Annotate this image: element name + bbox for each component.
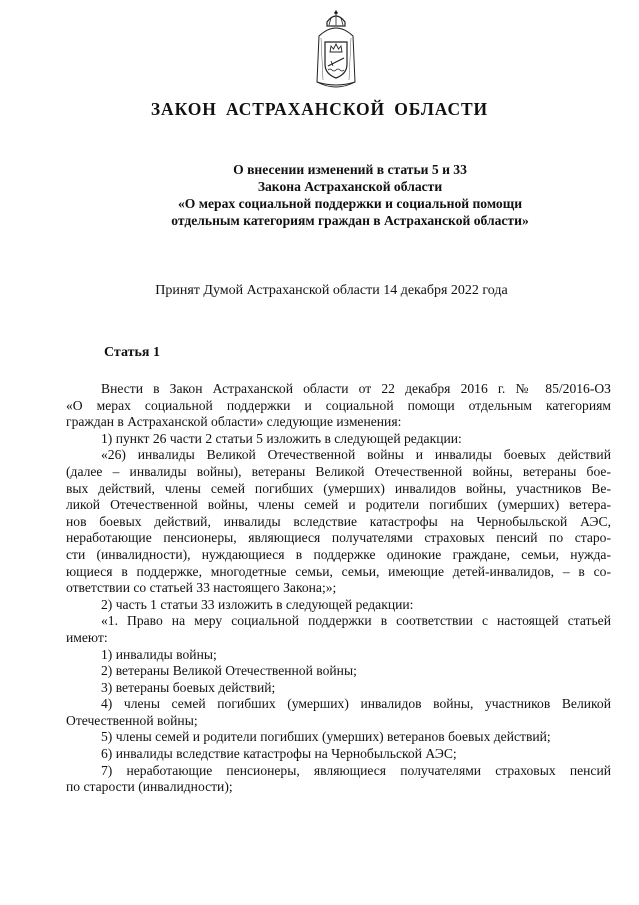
subtitle-line: О внесении изменений в статьи 5 и 33	[233, 162, 467, 177]
body-line: Отечественной войны;	[66, 712, 198, 728]
body-line: 7) неработающие пенсионеры, являющиеся получателями страховых пенсий	[101, 762, 611, 778]
body-line: «О мерах социальной поддержки и социальной помощи отдельным категориям	[66, 397, 611, 413]
body-line: Внести в Закон Астраханской области от 22 декабря 2016 г. № 85/2016-ОЗ	[101, 381, 611, 396]
body-line: имеют:	[66, 629, 108, 645]
body-line: 3) ветераны боевых действий;	[101, 679, 276, 695]
body-line: «1. Право на меру социальной поддержки в соответствии с настоящей статьей	[101, 613, 611, 629]
body-line: 1) инвалиды войны;	[101, 646, 217, 662]
body-line: нов боевых действий, инвалиды вследствие катастрофы на Чернобыльской АЭС,	[66, 513, 611, 529]
body-line: ответствии со статьей 33 настоящего Закона;»;	[66, 580, 337, 596]
article-body	[66, 381, 611, 796]
body-line: 2) ветераны Великой Отечественной войны;	[101, 663, 357, 679]
subtitle-line: Закона Астраханской области	[257, 179, 443, 194]
body-line: 4) члены семей погибших (умерших) инвалидов войны, участников Великой	[101, 696, 611, 712]
body-line: 2) часть 1 статьи 33 изложить в следующей редакции:	[101, 596, 414, 612]
body-line: граждан в Астраханской области» следующие изменения:	[66, 414, 402, 430]
adoption-date-line: Принят Думой Астраханской области 14 декабря 2022 года	[155, 283, 508, 298]
law-subtitle	[60, 161, 639, 229]
body-line: ликой Отечественной войны, члены семей и родители погибших (умерших) ветера-	[66, 497, 611, 513]
body-line: 1) пункт 26 части 2 статьи 5 изложить в следующей редакции:	[101, 430, 462, 446]
article-heading: Статья 1	[104, 345, 160, 360]
body-line: сти (инвалидности), нуждающиеся в поддержке одинокие граждане, семьи, нужда-	[66, 546, 611, 562]
body-line: вых действий, члены семей погибших (умерших) инвалидов войны, участников Ве-	[66, 480, 611, 496]
body-line: ющиеся в поддержке, многодетные семьи, семьи, имеющие детей-инвалидов, – в со-	[66, 563, 611, 579]
body-line: по старости (инвалидности);	[66, 779, 233, 795]
body-line: «26) инвалиды Великой Отечественной войны и инвалиды боевых действий	[101, 447, 611, 463]
subtitle-line: отдельным категориям граждан в Астраханской области»	[171, 213, 529, 228]
body-line: (далее – инвалиды войны), ветераны Великой Отечественной войны, ветераны бое-	[66, 463, 611, 479]
body-line: 6) инвалиды вследствие катастрофы на Чернобыльской АЭС;	[101, 746, 457, 762]
body-line: неработающие пенсионеры, являющиеся получателями страховых пенсий по старо-	[66, 530, 611, 546]
body-line: 5) члены семей и родители погибших (умерших) ветеранов боевых действий;	[101, 729, 551, 745]
coat-of-arms-icon	[311, 8, 361, 94]
law-title: ЗАКОН АСТРАХАНСКОЙ ОБЛАСТИ	[150, 99, 489, 119]
subtitle-line: «О мерах социальной поддержки и социальной помощи	[177, 196, 523, 211]
